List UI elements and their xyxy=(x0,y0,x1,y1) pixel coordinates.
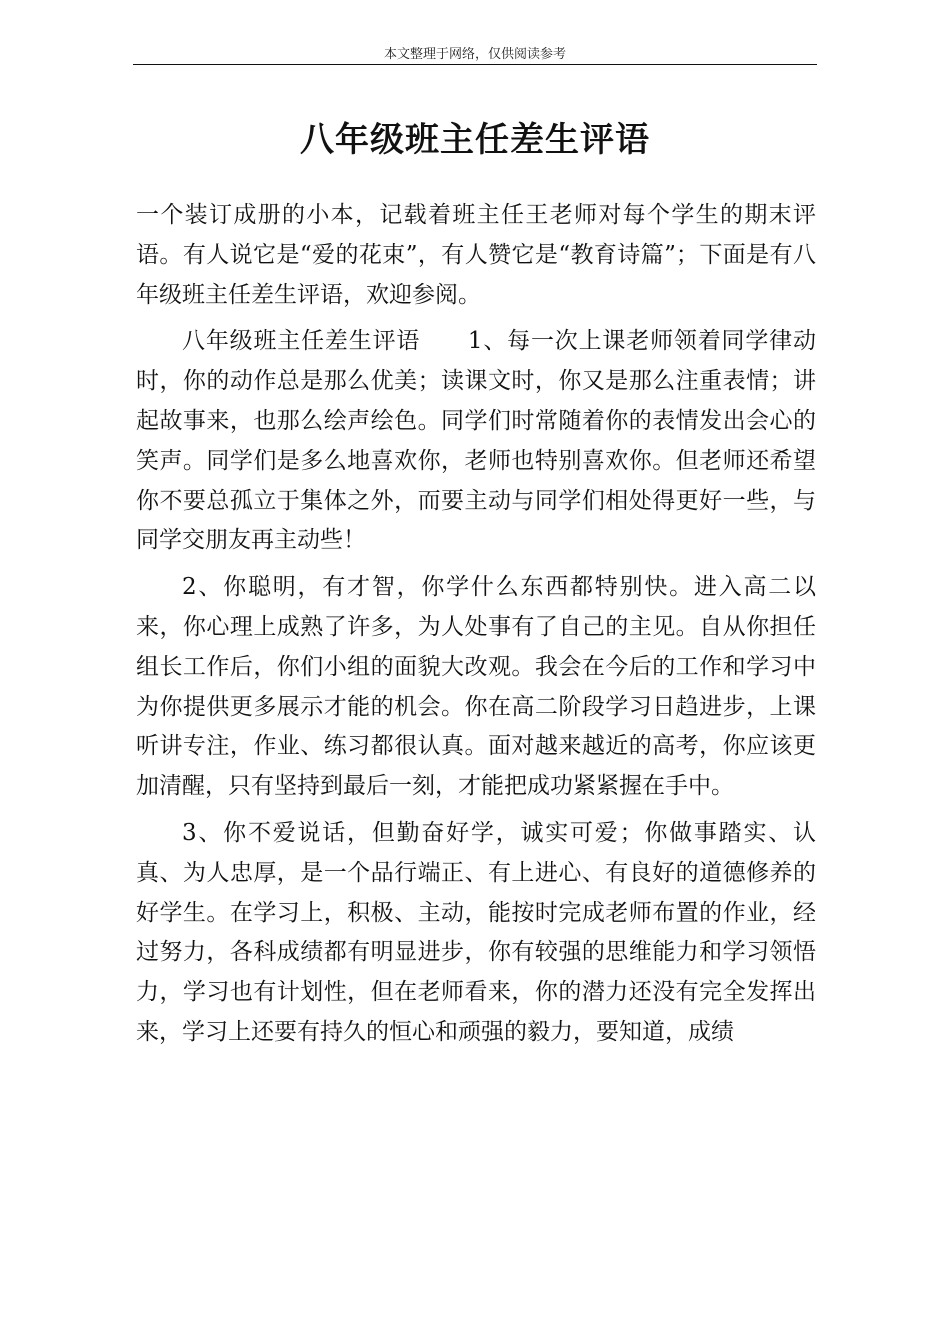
header-divider xyxy=(133,64,817,65)
paragraph-comment-3: 3、你不爱说话，但勤奋好学，诚实可爱；你做事踏实、认真、为人忠厚，是一个品行端正、有上进心、有良好的道德修养的好学生。在学习上，积极、主动，能按时完成老师布置的作业，经过努力，各科成绩都有明显进步，你有较强的思维能力和学习领悟力，学习也有计划性，但在老师看来，你的潜力还没有完全发挥出来，学习上还要有持久的恒心和顽强的毅力，要知道，成绩 xyxy=(136,819,816,1045)
paragraph-comment-1: 八年级班主任差生评语 1、每一次上课老师领着同学律动时，你的动作总是那么优美；读课文时，你又是那么注重表情；讲起故事来，也那么绘声绘色。同学们时常随着你的表情发出会心的笑声。同学们是多么地喜欢你，老师也特别喜欢你。但老师还希望你不要总孤立于集体之外，而要主动与同学们相处得更好一些，与同学交朋友再主动些！ xyxy=(136,328,816,554)
page-header-note: 本文整理于网络，仅供阅读参考 xyxy=(383,47,566,62)
document-body xyxy=(136,196,816,1053)
document-title: 八年级班主任差生评语 xyxy=(300,120,650,160)
paragraph-comment-2: 2、你聪明，有才智，你学什么东西都特别快。进入高二以来，你心理上成熟了许多，为人处事有了自己的主见。自从你担任组长工作后，你们小组的面貌大改观。我会在今后的工作和学习中为你提供更多展示才能的机会。你在高二阶段学习日趋进步，上课听讲专注，作业、练习都很认真。面对越来越近的高考，你应该更加清醒，只有坚持到最后一刻，才能把成功紧紧握在手中。 xyxy=(136,574,816,800)
paragraph-intro: 一个装订成册的小本，记载着班主任王老师对每个学生的期末评语。有人说它是“爱的花束”，有人赞它是“教育诗篇”；下面是有八年级班主任差生评语，欢迎参阅。 xyxy=(136,202,816,308)
